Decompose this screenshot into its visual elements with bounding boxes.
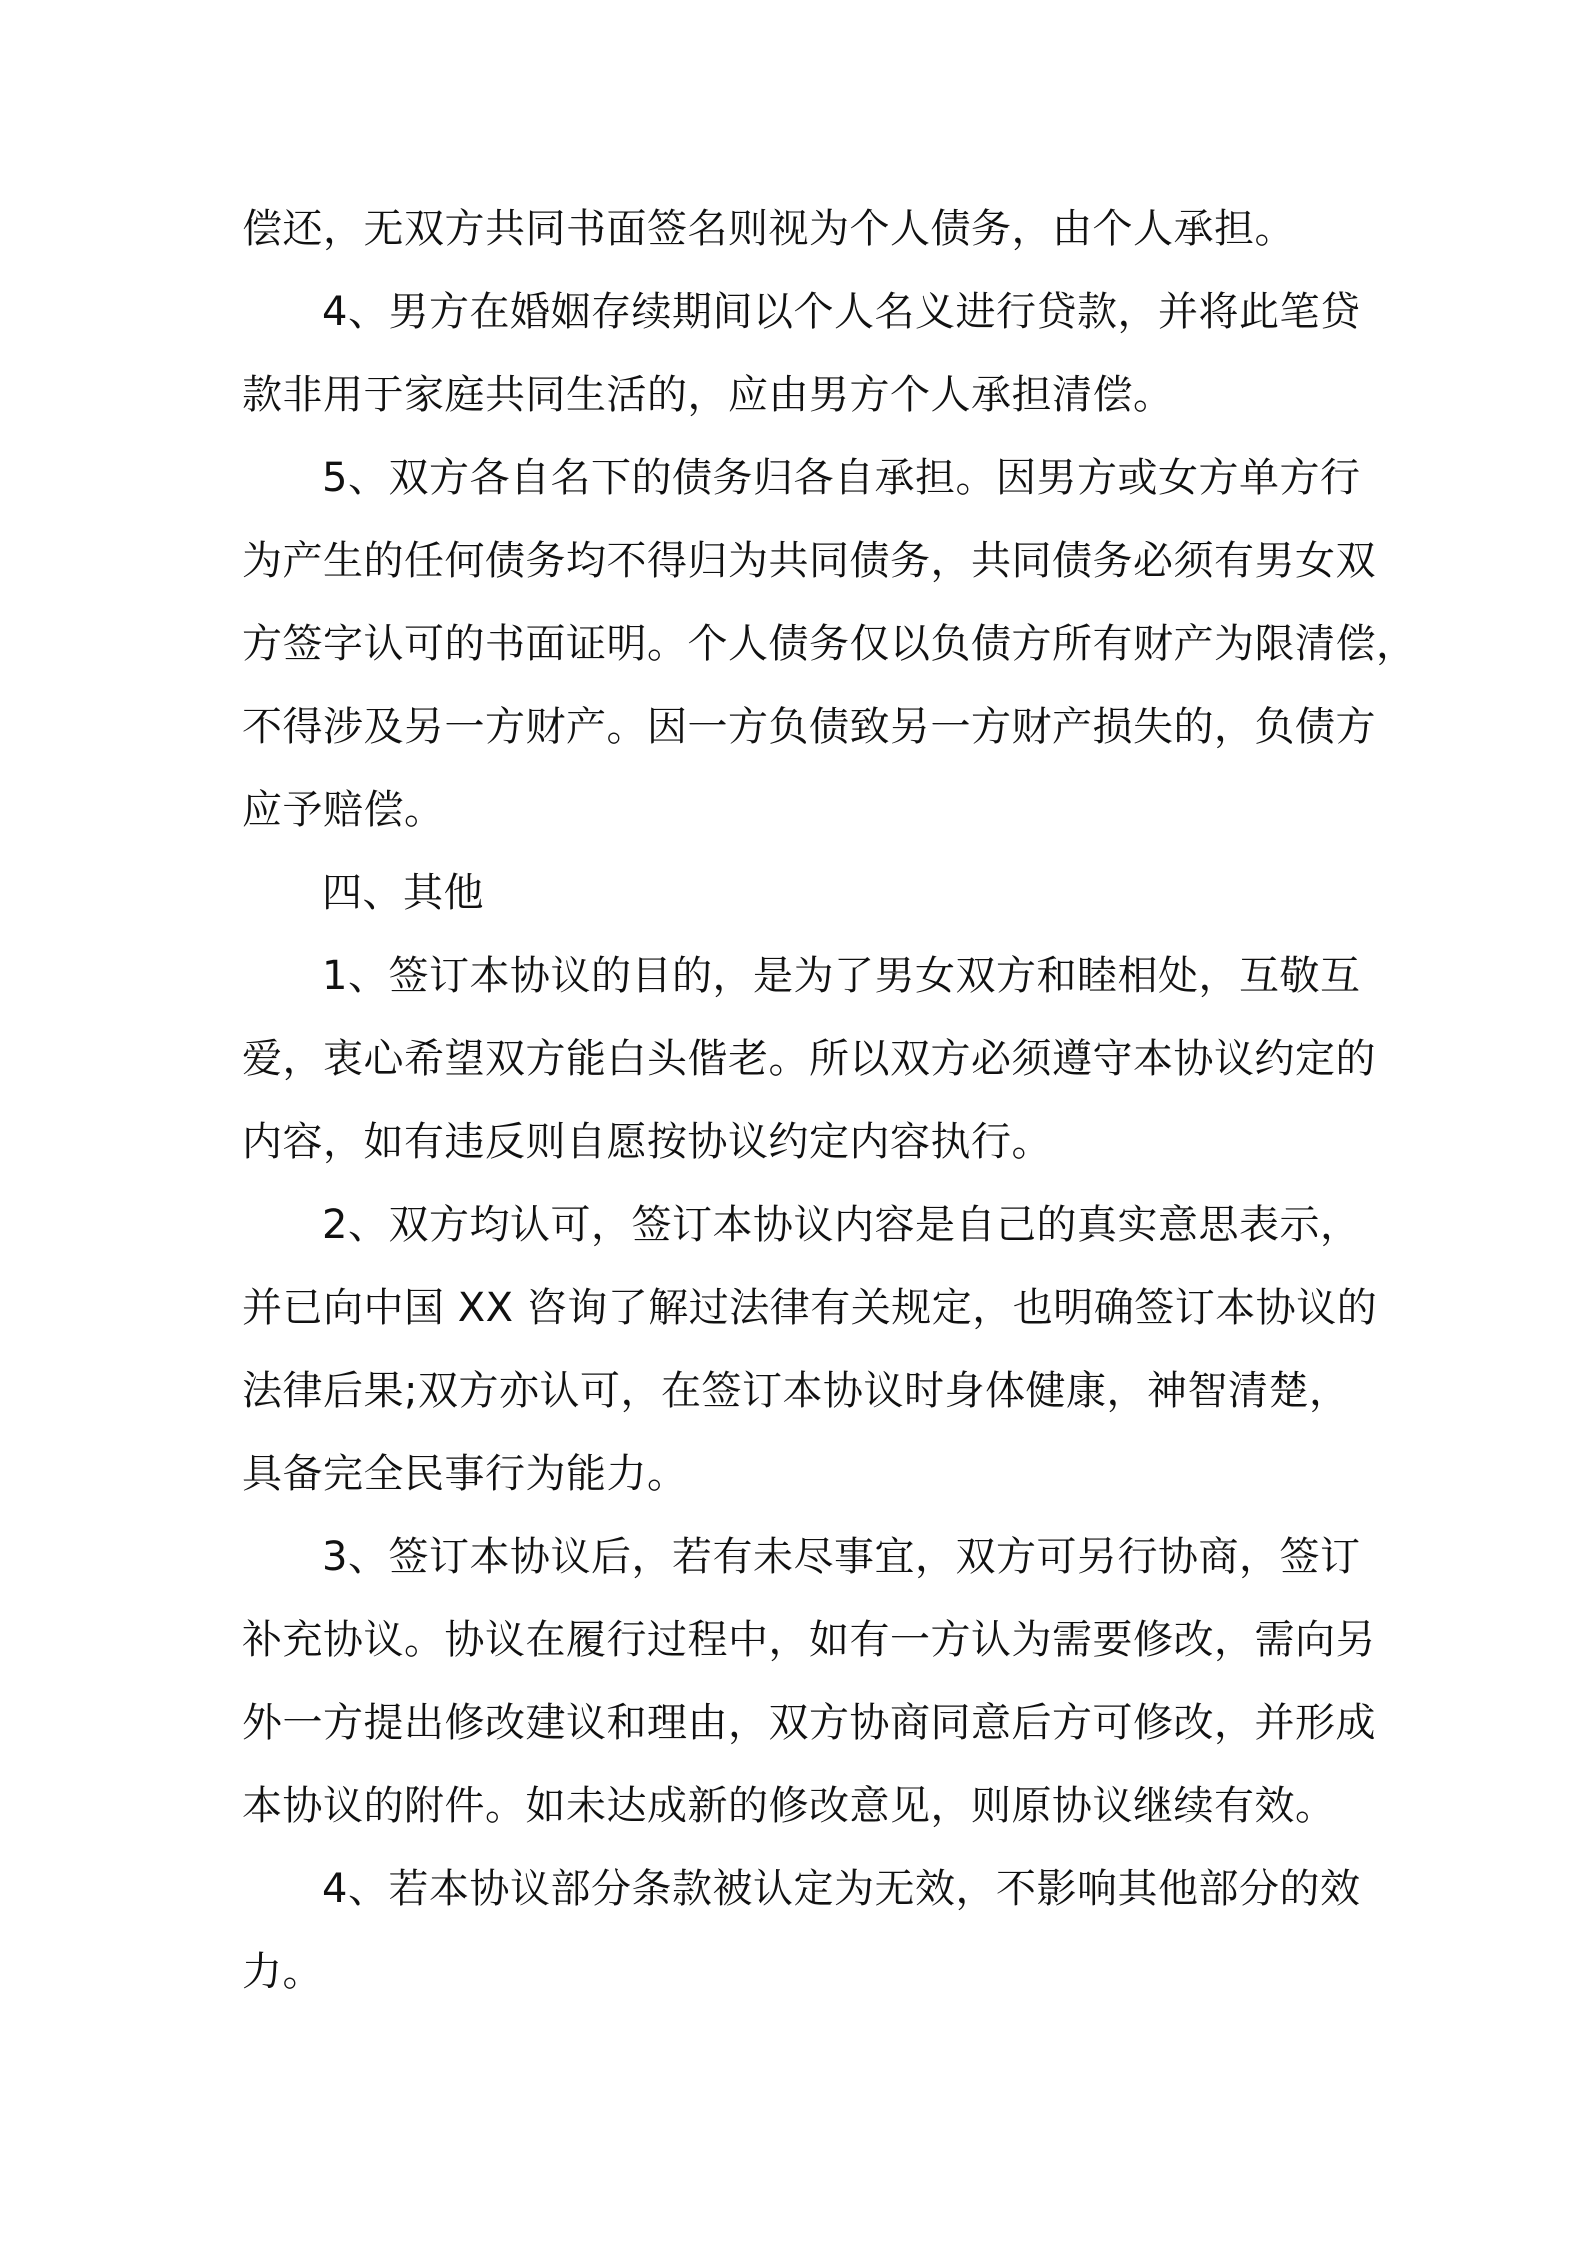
text-line: 2、双方均认可，签订本协议内容是自己的真实意思表示， bbox=[322, 1202, 1361, 1248]
text-line: 4、男方在婚姻存续期间以个人名义进行贷款，并将此笔贷 bbox=[322, 289, 1361, 335]
text-line: 本协议的附件。如未达成新的修改意见，则原协议继续有效。 bbox=[242, 1783, 1336, 1829]
text-line: 内容，如有违反则自愿按协议约定内容执行。 bbox=[242, 1119, 1052, 1165]
text-line: 不得涉及另一方财产。因一方负债致另一方财产损失的，负债方 bbox=[242, 704, 1376, 750]
text-line: 法律后果;双方亦认可，在签订本协议时身体健康，神智清楚， bbox=[242, 1368, 1350, 1414]
text-line: 1、签订本协议的目的，是为了男女双方和睦相处，互敬互 bbox=[322, 953, 1361, 999]
text-line: 3、签订本协议后，若有未尽事宜，双方可另行协商，签订 bbox=[322, 1534, 1361, 1580]
section-heading: 四、其他 bbox=[322, 870, 484, 916]
text-line: 偿还，无双方共同书面签名则视为个人债务，由个人承担。 bbox=[242, 206, 1295, 252]
text-line: 4、若本协议部分条款被认定为无效，不影响其他部分的效 bbox=[322, 1866, 1361, 1912]
text-line: 力。 bbox=[242, 1949, 323, 1995]
text-line: 外一方提出修改建议和理由，双方协商同意后方可修改，并形成 bbox=[242, 1700, 1376, 1746]
text-line: 5、双方各自名下的债务归各自承担。因男方或女方单方行 bbox=[322, 455, 1361, 501]
document-body bbox=[242, 188, 1417, 2014]
text-line: 方签字认可的书面证明。个人债务仅以负债方所有财产为限清偿， bbox=[242, 621, 1417, 667]
text-line: 具备完全民事行为能力。 bbox=[242, 1451, 688, 1497]
text-line: 应予赔偿。 bbox=[242, 787, 445, 833]
text-line: 款非用于家庭共同生活的，应由男方个人承担清偿。 bbox=[242, 372, 1174, 418]
text-line: 补充协议。协议在履行过程中，如有一方认为需要修改，需向另 bbox=[242, 1617, 1376, 1663]
text-line: 为产生的任何债务均不得归为共同债务，共同债务必须有男女双 bbox=[242, 538, 1376, 584]
text-line: 爱，衷心希望双方能白头偕老。所以双方必须遵守本协议约定的 bbox=[242, 1036, 1376, 1082]
text-line: 并已向中国 XX 咨询了解过法律有关规定，也明确签订本协议的 bbox=[242, 1285, 1378, 1331]
